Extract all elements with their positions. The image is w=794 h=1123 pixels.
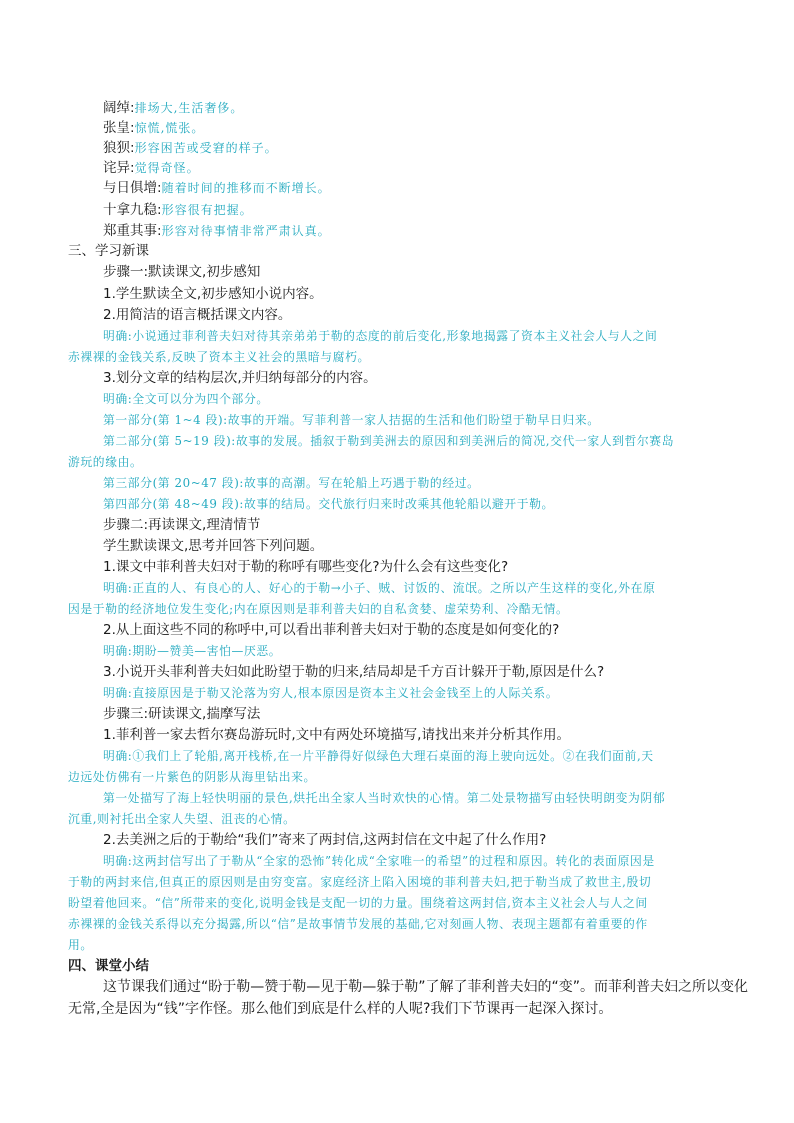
vocab-definition: 觉得奇怪。 [134,161,200,175]
vocab-term: 张皇 [103,120,130,136]
vocab-item: 狼狈:形容困苦或受窘的样子。 [103,140,278,156]
vocab-definition: 随着时间的推移而不断增长。 [161,181,331,195]
question-text: 2.从上面这些不同的称呼中,可以看出菲利普夫妇对于勒的态度是如何变化的? [103,622,560,638]
vocab-definition: 形容困苦或受窘的样子。 [134,141,278,155]
vocab-definition: 形容对待事情非常严肃认真。 [161,224,331,238]
vocab-item: 十拿九稳:形容很有把握。 [103,202,253,218]
answer-text: 第一部分(第 1~4 段):故事的开端。写菲利普一家人拮据的生活和他们盼望于勒早日归来。 [103,413,600,427]
answer-text: 明确:正直的人、有良心的人、好心的于勒→小子、贼、讨饭的、流氓。之所以产生这样的变化,外在原 [103,581,656,595]
answer-text: 沉重,则衬托出全家人失望、沮丧的心情。 [68,812,296,826]
question-text: 1.菲利普一家去哲尔赛岛游玩时,文中有两处环境描写,请找出来并分析其作用。 [103,727,570,743]
answer-text: 因是于勒的经济地位发生变化;内在原因则是菲利普夫妇的自私贪婪、虚荣势利、冷酷无情。 [68,602,569,616]
question-text: 1.学生默读全文,初步感知小说内容。 [103,286,323,302]
answer-text: 用。 [68,938,93,952]
answer-text: 明确:直接原因是于勒又沦落为穷人,根本原因是资本主义社会金钱至上的人际关系。 [103,686,559,700]
answer-text: 第二部分(第 5~19 段):故事的发展。插叙于勒到美洲去的原因和到美洲后的简况,交代一家人到哲尔赛岛 [103,434,675,448]
answer-text: 第三部分(第 20~47 段):故事的高潮。写在轮船上巧遇于勒的经过。 [103,476,480,490]
vocab-definition: 惊慌,慌张。 [134,121,205,135]
vocab-term: 狼狈 [103,140,130,156]
answer-text: 第四部分(第 48~49 段):故事的结局。交代旅行归来时改乘其他轮船以避开于勒。 [103,497,554,511]
question-text: 3.小说开头菲利普夫妇如此盼望于勒的归来,结局却是千方百计躲开于勒,原因是什么? [103,664,605,680]
section-heading: 四、课堂小结 [68,958,149,974]
section-heading: 三、学习新课 [68,243,149,259]
answer-text: 明确:期盼—赞美—害怕—厌恶。 [103,644,282,658]
vocab-definition: 形容很有把握。 [161,203,253,217]
answer-text: 明确:①我们上了轮船,离开栈桥,在一片平静得好似绿色大理石桌面的海上驶向远处。②在我们面前,天 [103,749,654,763]
vocab-item: 与日俱增:随着时间的推移而不断增长。 [103,180,331,196]
question-text: 1.课文中菲利普夫妇对于勒的称呼有哪些变化?为什么会有这些变化? [103,559,509,575]
answer-text: 盼望着他回来。“信”所带来的变化,说明金钱是支配一切的力量。围绕着这两封信,资本主义社会人与人之间 [68,896,648,910]
question-text: 3.划分文章的结构层次,并归纳每部分的内容。 [103,370,377,386]
answer-text: 边远处仿佛有一片紫色的阴影从海里钻出来。 [68,770,316,784]
vocab-item: 阔绰:排场大,生活奢侈。 [103,100,244,116]
question-text: 2.去美洲之后的于勒给“我们”寄来了两封信,这两封信在文中起了什么作用? [103,832,547,848]
answer-text: 于勒的两封来信,但真正的原因则是由穷变富。家庭经济上陷入困境的菲利普夫妇,把于勒当成了救世主,殷切 [68,875,652,889]
vocab-term: 阔绰 [103,100,130,116]
vocab-item: 郑重其事:形容对待事情非常严肃认真。 [103,223,331,239]
answer-text: 游玩的缘由。 [68,455,143,469]
vocab-term: 十拿九稳 [103,202,157,218]
vocab-definition: 排场大,生活奢侈。 [134,101,244,115]
vocab-item: 诧异:觉得奇怪。 [103,160,200,176]
summary-text: 无常,全是因为“钱”字作怪。那么他们到底是什么样的人呢?我们下节课再一起深入探讨。 [68,1001,613,1017]
question-text: 2.用简洁的语言概括课文内容。 [103,307,292,323]
answer-text: 明确:全文可以分为四个部分。 [103,392,269,406]
vocab-term: 郑重其事 [103,223,157,239]
summary-text: 这节课我们通过“盼于勒—赞于勒—见于勒—躲于勒”了解了菲利普夫妇的“变”。而菲利普夫妇之所以变化 [103,979,749,995]
step-heading: 步骤一:默读课文,初步感知 [103,264,261,280]
vocab-term: 与日俱增 [103,180,157,196]
answer-text: 第一处描写了海上轻快明丽的景色,烘托出全家人当时欢快的心情。第二处景物描写由轻快明朗变为阴郁 [103,791,666,805]
answer-text: 赤裸裸的金钱关系得以充分揭露,所以“信”是故事情节发展的基础,它对刻画人物、表现主题都有着重要的作 [68,917,648,931]
question-text: 学生默读课文,思考并回答下列问题。 [103,538,324,554]
answer-text: 明确:小说通过菲利普夫妇对待其亲弟弟于勒的态度的前后变化,形象地揭露了资本主义社会人与人之间 [103,329,658,343]
answer-text: 明确:这两封信写出了于勒从“全家的恐怖”转化成“全家唯一的希望”的过程和原因。转化的表面原因是 [103,854,655,868]
vocab-item: 张皇:惊慌,慌张。 [103,120,205,136]
vocab-term: 诧异 [103,160,130,176]
step-heading: 步骤二:再读课文,理清情节 [103,517,261,533]
answer-text: 赤裸裸的金钱关系,反映了资本主义社会的黑暗与腐朽。 [68,350,370,364]
step-heading: 步骤三:研读课文,揣摩写法 [103,706,261,722]
